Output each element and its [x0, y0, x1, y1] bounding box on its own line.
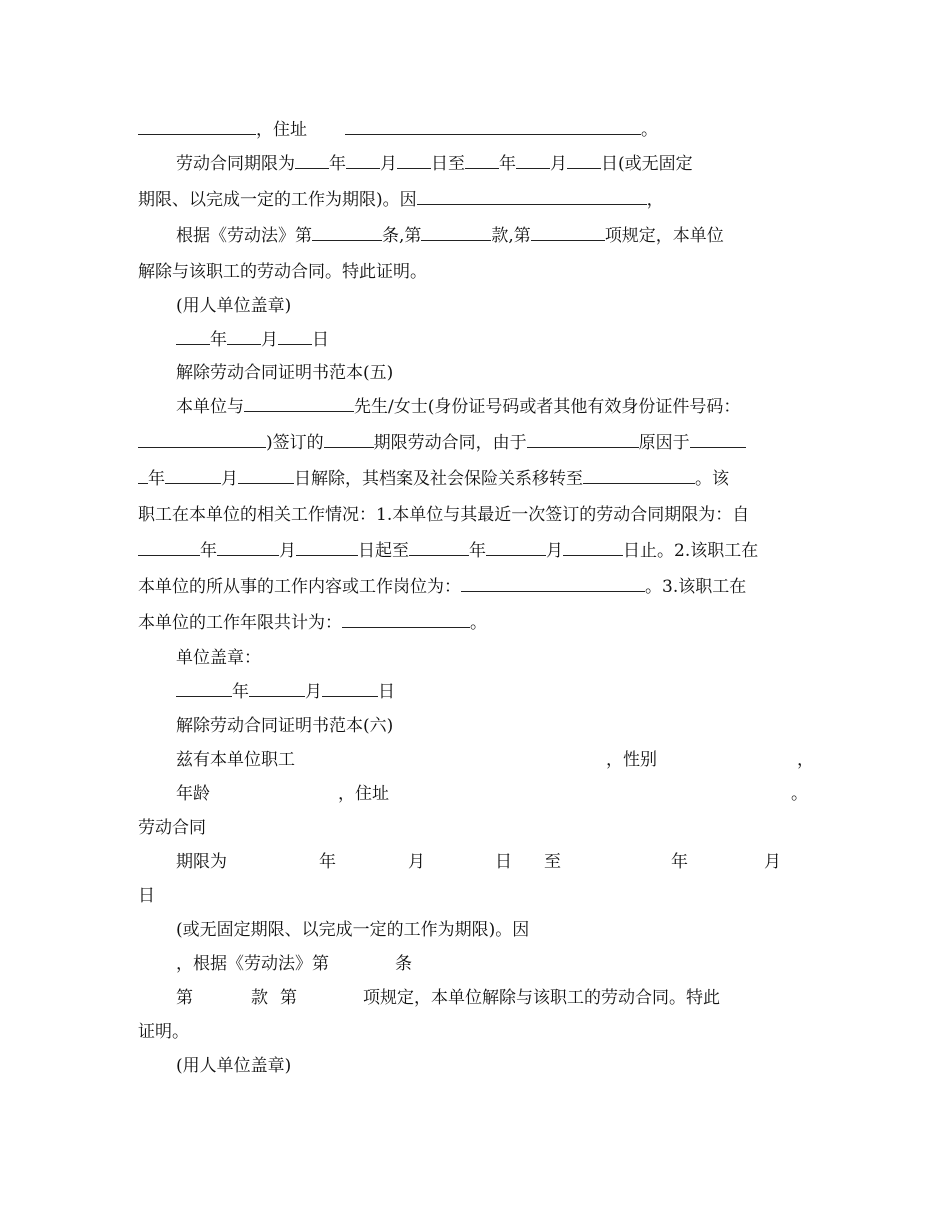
- s6-line-6: (或无固定期限、以完成一定的工作为期限)。因: [176, 920, 530, 940]
- law-basis-line-2: 解除与该职工的劳动合同。特此证明。: [138, 262, 427, 282]
- s5-line-1: 本单位与 先生/女士(身份证号码或者其他有效身份证件号码：: [176, 397, 741, 417]
- s6-line-8: 第 款 第 项规定，本单位解除与该职工的劳动合同。特此: [176, 988, 720, 1008]
- s6-employer-seal-label: (用人单位盖章): [176, 1056, 292, 1076]
- section-title-5: 解除劳动合同证明书范本(五): [176, 363, 394, 383]
- s5-line-5: 年 月 日起至 年 月 日止。2.该职工在: [138, 539, 814, 563]
- s6-line-3: 劳动合同: [138, 818, 206, 838]
- s6-line-4: 期限为 年 月 日 至 年 月: [176, 852, 781, 872]
- s6-line-7: ，根据《劳动法》第 条: [176, 954, 412, 974]
- address-line: ，住址 。: [138, 118, 814, 142]
- s5-line-6: 本单位的所从事的工作内容或工作岗位为： 。3.该职工在: [138, 577, 747, 597]
- law-basis-line: 根据《劳动法》第 条,第 款,第 项规定，本单位: [176, 226, 724, 246]
- date-line-1: 年 月 日: [176, 328, 814, 352]
- date-line-2: 年 月 日: [176, 680, 814, 704]
- s6-line-5: 日: [138, 886, 155, 906]
- s6-line-1: 兹有本单位职工 ，性别 ，: [176, 750, 814, 770]
- contract-term-line-2: 期限、以完成一定的工作为期限)。因 ，: [138, 190, 664, 210]
- s5-line-4: 职工在本单位的相关工作情况：1.本单位与其最近一次签订的劳动合同期限为：自: [138, 505, 750, 525]
- blank-name: [138, 118, 256, 135]
- s5-line-2: )签订的 期限劳动合同，由于 原因于: [138, 431, 814, 455]
- s6-line-2: 年龄 ，住址 。: [176, 784, 808, 804]
- contract-term-line: 劳动合同期限为 年 月 日至 年 月 日(或无固定: [176, 154, 693, 174]
- section-title-6: 解除劳动合同证明书范本(六): [176, 716, 394, 736]
- s5-line-3: 年 月 日解除，其档案及社会保险关系移转至 。该: [138, 467, 814, 491]
- s5-line-7: 本单位的工作年限共计为： 。: [138, 613, 487, 633]
- s6-line-9: 证明。: [138, 1022, 189, 1042]
- blank-address: [345, 118, 641, 135]
- employer-seal-label: (用人单位盖章): [176, 296, 292, 316]
- unit-seal-label: 单位盖章：: [176, 648, 261, 668]
